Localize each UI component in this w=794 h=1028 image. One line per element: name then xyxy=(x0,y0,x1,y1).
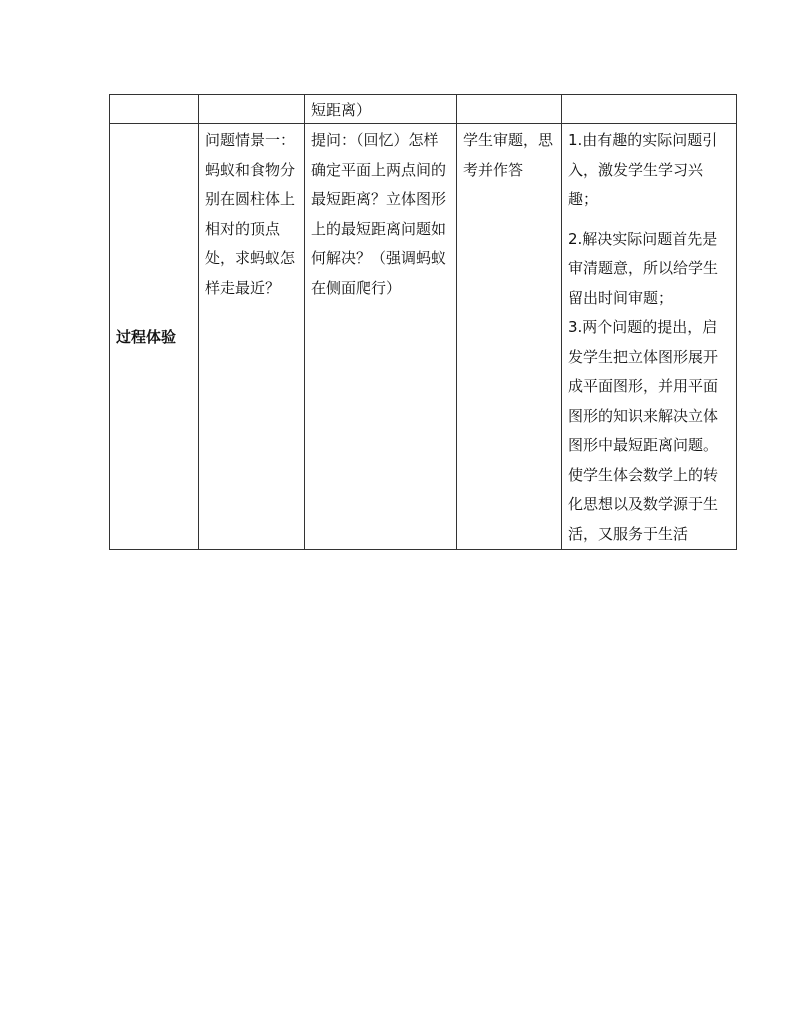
student-activity-cell: 学生审题，思考并作答 xyxy=(457,124,562,550)
table-row xyxy=(110,124,737,550)
lesson-plan-table xyxy=(109,94,737,550)
table-cell xyxy=(110,95,199,124)
table-cell xyxy=(457,95,562,124)
design-intent-cell xyxy=(562,124,737,550)
note-item: 3.两个问题的提出，启发学生把立体图形展开成平面图形，并用平面图形的知识来解决立体图形中最短距离问题。使学生体会数学上的转化思想以及数学源于生活，又服务于生活 xyxy=(568,318,719,543)
note-item: 1.由有趣的实际问题引入，激发学生学习兴趣； xyxy=(568,131,718,208)
table-cell xyxy=(199,95,305,124)
scenario-cell: 问题情景一：蚂蚁和食物分别在圆柱体上相对的顶点处，求蚂蚁怎样走最近？ xyxy=(199,124,305,550)
table-cell: 短距离） xyxy=(305,95,457,124)
table-row xyxy=(110,95,737,124)
teacher-activity-cell: 提问：（回忆）怎样确定平面上两点间的最短距离？立体图形上的最短距离问题如何解决？（强调蚂蚁在侧面爬行） xyxy=(305,124,457,550)
table-cell xyxy=(562,95,737,124)
note-item: 2.解决实际问题首先是审清题意，所以给学生留出时间审题； xyxy=(568,229,719,307)
stage-label: 过程体验 xyxy=(110,124,199,550)
